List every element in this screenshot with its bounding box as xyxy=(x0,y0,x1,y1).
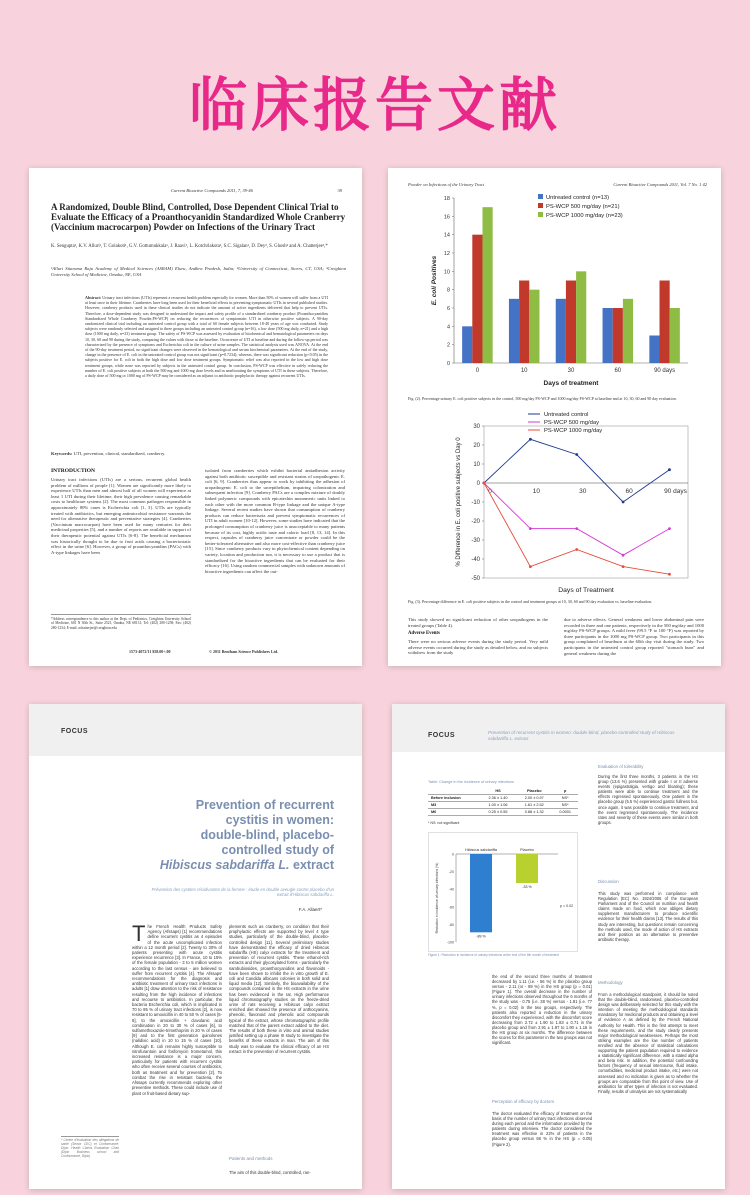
y-tick-label: 0 xyxy=(446,361,450,367)
table-caption: Table: Change in the incidence of urinary infections xyxy=(428,780,514,784)
legend-swatch-0 xyxy=(538,194,543,199)
methodology-heading: Methodology xyxy=(598,980,623,985)
y-tick-label: 20 xyxy=(473,443,480,449)
section-heading-introduction: INTRODUCTION xyxy=(51,468,96,474)
bar-1-4 xyxy=(660,281,670,364)
line-chart-percent-difference xyxy=(388,408,721,598)
point-0-1 xyxy=(529,438,532,441)
table-cell: M6 xyxy=(428,809,480,816)
legend-label-1: PS-WCP 500 mg/day (n=21) xyxy=(546,204,620,210)
results-text-left: This study showed no significant reduction of other uropathogens in the treated groups (Table 4). xyxy=(408,617,548,628)
figure-3-caption: Fig. (3). Percentage difference in E. coli positive subjects in the control and treatment groups at 10, 30, 60 and 90 day evaluation vs. baseline evaluation. xyxy=(408,599,653,604)
adverse-events-text: There were no serious adverse events during the study period. Very mild adverse events occurred during the study as detailed below, and no subjects withdrew from the study xyxy=(408,639,548,656)
running-title: Prevention of recurrent cystitis in women: double-blind, placebo-controlled study of Hibiscus sabdariffa L. extract xyxy=(488,730,675,741)
french-subtitle: Prévention des cystites récidivantes de la femme : étude en double aveugle contre placebo d'un extrait d'Hibiscus sabdariffa L. xyxy=(151,887,334,898)
bar-1-3 xyxy=(613,308,623,363)
keywords xyxy=(51,451,346,457)
x-tick-label: 30 xyxy=(567,368,575,374)
table-cell: M3 xyxy=(428,802,480,809)
adverse-events-heading: Adverse Events xyxy=(408,631,440,636)
paper-page-results-charts xyxy=(388,168,721,666)
paper-page-cranberry-trial xyxy=(29,168,362,666)
adverse-events-text-right: due to adverse effects. General weakness and lower abdominal pain were recorded in three and one patients, respectively in the 500 mg/day and 1000 mg/day PS-WCP groups. A mild fever (99.5 °F to 100 °F) was reported by three participants in the 1000 mg PS-WCP group. Two participants in this group complained of heartburn at the 60th day visit during the study. Two participants in the untreated control group reported "stomach burn" and general weakness during the xyxy=(564,617,704,656)
tolerability-text: During the first three months, 3 patients in the HS group (13.6 %) presented with grade I or II adverse events (epigastralgia, vertigo and bloating); these patients were able to continue treatment and the effects regressed spontaneously. One patient in the placebo group (5.5 %) experienced gastric fullness but, once again, it was possible to continue treatment, and the event regressed spontaneously. The incidence rates and severity of these events were similar in both groups. xyxy=(598,774,698,825)
category-label-1: Placebo xyxy=(520,848,534,852)
incidence-table xyxy=(428,788,578,816)
author-list: K. Sengupta¹, K.V. Alluri¹, T. Golakoti¹, G.V. Gottumukkala¹, J. Raavi¹, L. Kotchrlakota¹, S.C. Sigalan¹, D. Dey², S. Ghosh² and A. Chatterjee¹,* xyxy=(51,244,328,249)
y-tick-label: -40 xyxy=(471,557,480,563)
y-tick-label: -50 xyxy=(471,576,480,582)
bar-1-0 xyxy=(472,235,482,363)
y-tick-label: -80 xyxy=(448,922,454,927)
y-tick-label: 0 xyxy=(452,852,454,857)
legend-label-0: Untreated control xyxy=(544,412,589,418)
efficacy-text: The doctor evaluated the efficacy of treatment on the basis of the number of urinary tract infections observed during each period and the information provided by the patients during interview. The doctor considered the treatment was effective in 22% of patients in the placebo group versus 68 % in the HS (p = 0.05) (Figure 2). xyxy=(492,1111,592,1147)
legend-swatch-1 xyxy=(538,203,543,208)
paper-title: A Randomized, Double Blind, Controlled, Dose Dependent Clinical Trial to Evaluate the Efficacy of a Proanthocyanidin Standardized Whole Cranberry (Vaccinium macrocarpon) Powder on Infections of the Urinary Tract xyxy=(51,202,346,232)
discussion-text: This study was performed in compliance with Regulation (EC) No. 1924/2006 of the European Parliament and of the Council on nutrition and health claims made on food, which now obliges dietary supplement manufacturers to produce scientific evidence for their health claims [13]. The results of this study are interesting, but questions remain concerning the methods used, the mode of action of HS extracts and their position as an alternative to preventive antibiotic therapy. xyxy=(598,891,698,942)
focus-label: FOCUS xyxy=(61,728,88,735)
title-line: Prevention of recurrent xyxy=(195,798,334,812)
y-axis-label: E. coli Positives xyxy=(431,255,438,306)
category-label-0: Hibiscus sabdariffa xyxy=(464,848,498,852)
methodology-text: From a methodological standpoint, it should be noted that the double-blind, randomised, placebo-controlled design was deliberately selected for this study with the intention of meeting the methodological standards mandatory for medicinal products and obtaining a level of evidence A as defined by the French National Authority for Health. This is the first attempt to meet these requirements, and the study clearly presents major methodological weaknesses. Perhaps the most striking examples are the low number of patients enrolled and the absence of statistical calculations supporting the patient population required to evidence a statistically significant difference, with a stated alpha and beta risk. In addition, the potential confounding factors (frequency of sexual intercourse, fluid intake, comorbidities, medicinal product intake, etc.) were not assessed and no indication is given as to whether the groups are comparable from this point of view. Use of antibiotics for other types of infection is not evaluated. Finally, results of urinalysis are not systematically xyxy=(598,992,698,1094)
footnote-rule xyxy=(51,614,191,615)
y-tick-label: 2 xyxy=(446,342,450,349)
x-axis-label: Days of treatment xyxy=(543,380,599,387)
y-tick-label: -10 xyxy=(471,500,480,506)
y-tick-label: -40 xyxy=(448,887,454,892)
series-line-0 xyxy=(484,439,669,502)
abstract xyxy=(85,295,328,430)
point-1-1 xyxy=(529,527,532,530)
affiliations: ¹Alluri Sitarama Raju Academy of Medical Sciences (ASRAM) Eluru, Andhra Pradesh, India; ²University of Connecticut, Storrs, CT, USA; ³Creighton University School of Medicine, Omaha, NE, USA xyxy=(51,266,346,277)
efficacy-heading: Perception of efficacy by doctors xyxy=(492,1099,555,1104)
title-end: extract xyxy=(289,858,334,872)
correspondence-footnote: *Address correspondence to this author at the Dept. of Pediatrics, Creighton University School of Medicine, 601 N 30th St., Suite 2521, Omaha, NE 68131; Tel: (402) 280-1258; Fax: (402) 280-1234; E-mail: achatterjee@creighton.edu xyxy=(51,617,191,630)
y-tick-label: 14 xyxy=(443,232,450,239)
running-head: Current Bioactive Compounds 2011, 7, 39-46 xyxy=(171,188,253,193)
tolerability-heading: Evaluation of tolerability xyxy=(598,764,644,769)
x-tick-label: 90 days xyxy=(664,488,687,495)
point-2-3 xyxy=(622,565,625,568)
point-2-4 xyxy=(668,573,671,576)
y-axis-label: % Difference in E. coli positive subjects vs Day 0 xyxy=(456,437,462,567)
x-tick-label: 0 xyxy=(488,488,492,495)
intro-right-column: isolated from cranberries which exhibit bacterial antiadhesion activity against both antibiotic susceptible and resistant strains of uropathogenic E. coli [6, 9]. Cranberries thus appear to work by inhibiting the adhesion of uropathogenic E. coli to the uroepithelium, impairing colonization and subsequent infection [9]. Cranberry PACs are a complex mixture of doubly linked polymeric compounds with epicatechin monomeric units linked to each other with the more common B-type linkage and the unique A-type linkage. Several recent studies have shown that consumption of cranberry products can reduce bacteriuria and prevent symptomatic recurrences of UTI in adult women [10-12]. However, some studies have indicated that the prolonged consumption of cranberry juice is unacceptable to many patients because of its cost, highly acidic taste and caloric load [8, 13, 14]. In this respect, capsules of cranberry juice concentrate or powder could be the better-tolerated alternative and also more cost-effective than cranberry juice [15]. Since cranberry products vary in phytochemical content depending on variety, location and production run, it is necessary to use a product that is standardized for the bioactive ingredients that can be evaluated for their efficacy [16]. Using random commercial samples with unknown amounts of bioactive ingredients can affect the out- xyxy=(205,468,345,574)
y-tick-label: -30 xyxy=(471,538,480,544)
paper-page-hibiscus-results xyxy=(392,704,725,1189)
article-title xyxy=(134,798,334,873)
abstract-text: Urinary tract infections (UTIs) represent a recurrent health problem especially for women. More than 50% of women will suffer from a UTI at least once in their lifetime. Cranberries have long been used for their beneficial effects in preventing symptomatic UTIs in several published studies. However, cranberry products used in these clinical studies do not indicate the amount of active ingredients delivered that help to prevent UTIs. Therefore, a dose-dependent study was designed to understand the impact and safety profile of a standardized cranberry product (Proanthocyanidins Standardized Whole Cranberry Powder,PS-WCP) on reducing the recurrences of symptomatic UTI in otherwise positive subjects. A 90-day randomized clinical trial including an untreated control group with a total of 60 female subjects between 18-40 years of age was conducted. Study subjects were randomly selected and assigned to three groups including an untreated control group (n=16), a low dose (500 mg daily, n=21) and a high dose (1000 mg daily, n=23) treatment group. The safety of PS-WCP was assessed by evaluation of biochemical and hematological parameters on days 10, 30, 60 and 90 during the study, comparing the values with those at the baseline. Occurrence of UTI at baseline and during the follow-up period was characterized by the presence of symptoms and Escherichia coli in the culture of urine samples. The statistical analysis used was ANOVA. At the end of the 90-day treatment period, no significant changes were observed in the hematological and serum biochemical parameters. At the end of the study, change in the presence of E. coli in the untreated control group was not significant (p=0.7234); whereas, there was significant reduction (p<0.05) in the subjects positive for E. coli in both the high dose and low dose treatment groups. Symptomatic relief was also reported in the low and high dose treatment groups, while none was reported by subjects in the untreated control group. In conclusion, PS-WCP was effective in safely reducing the number of E. coli positive subjects at both the 500 mg and 1000 mg dose levels and in ameliorating the symptoms of UTI in these subjects. Therefore, a daily dose of 500 mg or 1000 mg of PS-WCP may be considered as an adjunct to antibiotic prophylactic therapy against recurrent UTIs. xyxy=(85,295,328,379)
discussion-heading: Discussion xyxy=(598,879,619,884)
results-text: the end of the second three months of treatment decreased by 1.11 (i.e. - 56 %) in the placebo group versus - 2.11 (or - 89 %) in the HS group (p = 0.01) (Figure 1). The overall decrease in the number of urinary infections observed throughout the 6 months of the study was - 0.75 (i.e. 38 %) versus - 1.81 (i.e. 77 %, p = 0.02) in the two groups, respectively. The patients also reported a reduction in the urinary discomfort they experienced, with the discomfort score decreasing from 2.72 ± 1.90 to 1.83 ± 0.71 in the placebo group and from 2.91 ± 1.97 to 1.90 ± 1.16 in the HS group at six months. The difference between the scores for this parameter in the two groups was not significant. xyxy=(492,974,592,1046)
page-title: 临床报告文献 xyxy=(188,71,561,139)
y-tick-label: 8 xyxy=(446,287,450,294)
y-tick-label: 16 xyxy=(443,214,450,221)
abstract-label: Abstract: xyxy=(85,295,102,300)
y-tick-label: 30 xyxy=(473,424,480,430)
series-line-1 xyxy=(484,483,669,555)
bar-0-4 xyxy=(649,336,659,364)
bar-0-2 xyxy=(556,299,566,363)
y-tick-label: 10 xyxy=(473,462,480,468)
table-cell: 0.0001 xyxy=(552,809,578,816)
focus-label: FOCUS xyxy=(428,732,455,739)
figure-2-caption: Fig. (2). Percentage urinary E. coli positive subjects in the control, 500 mg/day PS-WCP and 1000 mg/day PS-WCP at baseline and at 10, 30, 60 and 90 day evaluation. xyxy=(408,396,677,401)
body-column-2: plements such as cranberry, on condition that their prophylactic effects are supported by level 4 type studies, particularly of the double-blind, placebo-controlled design [11]. Several preliminary studies have demonstrated the efficacy of dried Hibiscus sabdariffa (HS) calyx extracts for the treatment and prevention of recurrent cystitis. These ethanol-rich extracts and their glycosylated forms - particularly the sambubiosides, proanthocyanidins and flavonoids - have been shown to inhibit the in vitro growth of E. coli and Candida albicans colonies in both solid and liquid media [12]. Similarly, the bioavailability of the compounds contained in the HS extracts in the urine has been evidenced in the rat. High performance liquid chromatography studies on the freeze-dried urine of rats receiving a Hibiscus calyx extract enriched diet showed the presence of anthocyanins, phenolic, flavonoid and phenolic acid compounds typical of the extract, whose chromatographic profile matched that of the parent extract added to the diet. The results of both these in vitro and animal studies justified setting up a phase III study to investigate the benefits of these extracts in man. The aim of this study was to evaluate the clinical efficacy of an HS extract in the prevention of recurrent cystitis. xyxy=(229,924,329,1054)
table-cell: NS* xyxy=(552,802,578,809)
table-row xyxy=(428,809,578,816)
legend-label-1: PS-WCP 500 mg/day xyxy=(544,420,599,426)
point-1-2 xyxy=(575,527,578,530)
issn-footer: 1573-4072/11 $58.00+.00 xyxy=(129,649,171,654)
table-cell: Before inclusion xyxy=(428,795,480,802)
table-cell: 1.00 ± 1.06 xyxy=(480,802,516,809)
y-tick-label: -20 xyxy=(471,519,480,525)
methods-text: The aim of this double-blind, controlled, ran- xyxy=(229,1170,311,1175)
y-tick-label: 12 xyxy=(443,251,450,257)
point-1-4 xyxy=(668,527,671,530)
y-tick-label: -100 xyxy=(446,940,454,945)
paper-page-hibiscus-title xyxy=(29,704,362,1189)
table-note: * NS: not significant xyxy=(428,821,460,825)
methods-heading: Patients and methods xyxy=(229,1156,273,1161)
running-head: Powder on Infections of the Urinary Tract xyxy=(408,182,484,187)
p-value-annotation: p = 0.02 xyxy=(560,903,574,908)
legend-label-2: PS-WCP 1000 mg/day xyxy=(544,428,603,434)
author: F.A. Allaert* xyxy=(298,907,322,912)
bar-0-3 xyxy=(603,308,613,363)
footnote-rule xyxy=(61,1136,119,1137)
table-cell: 2.36 ± 1.40 xyxy=(480,795,516,802)
x-tick-label: 10 xyxy=(520,368,528,374)
point-1-3 xyxy=(622,554,625,557)
y-tick-label: -60 xyxy=(448,905,454,910)
data-label-1: -33 % xyxy=(522,885,532,890)
y-tick-label: -20 xyxy=(448,870,454,875)
table-cell: 0.25 ± 0.55 xyxy=(480,809,516,816)
running-head-right: Current Bioactive Compounds 2011, Vol. 7 No. 1 42 xyxy=(613,182,707,187)
keywords-text: UTI, prevention, clinical, standardized, cranberry. xyxy=(73,451,166,456)
title-species: Hibiscus sabdariffa L. xyxy=(159,858,290,872)
x-tick-label: 90 days xyxy=(654,368,676,374)
table-header: Placebo xyxy=(516,788,552,795)
keywords-label: Keywords: xyxy=(51,451,73,456)
title-line: double-blind, placebo- xyxy=(200,828,334,842)
bar-2-1 xyxy=(529,290,539,363)
y-tick-label: 4 xyxy=(446,324,450,331)
plot-frame xyxy=(484,426,688,578)
x-tick-label: 0 xyxy=(475,368,480,374)
x-tick-label: 10 xyxy=(532,488,540,495)
bar-0-0 xyxy=(462,326,472,363)
table-cell: 1.61 ± 2.52 xyxy=(516,802,552,809)
legend-label-0: Untreated control (n=13) xyxy=(546,195,609,201)
body-column-1-text: he French Health Products Safety Agency (Afssaps) [1] recommendations define recurrent cystitis as 4 episodes of the acute uncomplicated infection within a 12 month period [2]. Twenty to 30% of patients presenting with acute cystitis experience recurrence [3]. In France, 10 to 15% of the female population - 3 to 5 million women according to the last census - are believed to suffer from recurrent cystitis [4]. The Afssaps' recommendations for the diagnosis and antibiotic treatment of urinary tract infections in adults [1] draw attention to the risk of resistance resulting from the high incidence of infections and recourse to antibiotics. In particular, the bacteria Escherichia coli, which is implicated in 70 to 95 % of urinary tract infections [2], is now resistant to amoxicillin in 40 to 50 % of cases [5-8], to the amoxicillin + clavulanic acid combination in 20 to 30 % of cases [6], to sulfamethoxazole-trimethoprim in 20 % of cases [9] and to the first generation quinolones (nalidixic acid) in 10 to 15 % of cases [10]. Although E. coli remains highly susceptible to nitrofurantoin and fosfomycin trometamol, this increased resistance is a major concern, particularly for patients with recurrent cystitis who often receive several courses of antibiotics, both as treatment and for prevention [2]. To combat the rise in resistant bacteria, the Afssaps currently recommends exploring other preventive methods. These could include use of plant or fruit-based dietary sup- xyxy=(132,924,222,1096)
bar-0-1 xyxy=(509,299,519,363)
y-tick-label: 18 xyxy=(443,196,450,202)
bar-0 xyxy=(470,854,492,932)
affiliation-footnote: * Centre d'évaluation des allégations de santé (Senior CEC) et Conformance; Dijon. Health Claims Evaluation Chair (Dijon Business school and Conformance, Dijon) xyxy=(61,1138,119,1158)
page-number: 39 xyxy=(337,188,342,193)
y-tick-label: 0 xyxy=(476,481,480,487)
y-tick-label: 10 xyxy=(443,269,450,276)
legend-label-2: PS-WCP 1000 mg/day (n=23) xyxy=(546,213,623,219)
bar-2-0 xyxy=(482,207,492,363)
bar-2-2 xyxy=(576,271,586,363)
bar-1-1 xyxy=(519,281,529,364)
bar-2-3 xyxy=(623,299,633,363)
figure-1-caption: Figure 1: Reduction in incidence of urinary infections at the end of the 6th month of treatment xyxy=(428,953,559,957)
bar-2-4 xyxy=(670,308,680,363)
point-0-4 xyxy=(668,468,671,471)
title-line: cystitis in women: xyxy=(225,813,334,827)
x-tick-label: 60 xyxy=(614,368,622,374)
bar-1 xyxy=(516,854,538,883)
title-line-last xyxy=(134,858,334,873)
table-row xyxy=(428,802,578,809)
title-line: controlled study of xyxy=(221,843,334,857)
table-header: p xyxy=(552,788,578,795)
table-cell: 2.00 ± 0.97 xyxy=(516,795,552,802)
focus-banner xyxy=(392,704,725,752)
table-row xyxy=(428,795,578,802)
table-cell: 0.88 ± 1.32 xyxy=(516,809,552,816)
y-tick-label: 6 xyxy=(446,306,450,312)
x-tick-label: 30 xyxy=(579,488,587,495)
legend-swatch-2 xyxy=(538,212,543,217)
point-0-3 xyxy=(622,501,625,504)
x-axis-label: Days of Treatment xyxy=(558,587,614,594)
table-header: HS xyxy=(480,788,516,795)
publisher-footer: © 2011 Bentham Science Publishers Ltd. xyxy=(209,649,279,654)
point-2-1 xyxy=(529,565,532,568)
data-label-0: -89 % xyxy=(476,934,486,939)
point-2-0 xyxy=(483,482,486,485)
bar-1-2 xyxy=(566,281,576,364)
drop-cap: T xyxy=(132,924,146,946)
point-2-2 xyxy=(575,548,578,551)
table-cell: NS* xyxy=(552,795,578,802)
chart-frame xyxy=(429,833,578,952)
y-axis-label: Reduction in incidence of urinary infections (%) xyxy=(435,862,439,934)
point-0-2 xyxy=(575,453,578,456)
bar-chart-ecoli-positives xyxy=(388,188,721,393)
intro-left-column: Urinary tract infections (UTIs) are a serious, recurrent global health problem of millions of people [1]. Women are significantly more likely to experience UTIs than men and almost half of all women will experience at least 1 UTI during their lifetime, their high prevalence causing remarkable costs to healthcare systems [2]. The most common pathogen responsible in approximately 80% cases is Escherichia coli [1, 3]. UTIs are typically treated with antibiotics, but emerging antimicrobial resistance warrants the need for alternative therapeutic and preventative strategies [4]. Cranberries (Vaccinium macrocarpon) have been used for many centuries for their medicinal properties [5], and a number of reports are available in support of their therapeutic potential against UTIs [6-8]. The beneficial mechanism was historically thought to be due to fruit acids causing a bacteriostatic effect in the urine [6]. However, a group of proanthocyanidins (PACs) with A-type linkages have been xyxy=(51,477,191,555)
bar-chart-reduction-incidence xyxy=(428,832,578,952)
body-column-1 xyxy=(132,924,222,1179)
x-tick-label: 60 xyxy=(625,488,633,495)
